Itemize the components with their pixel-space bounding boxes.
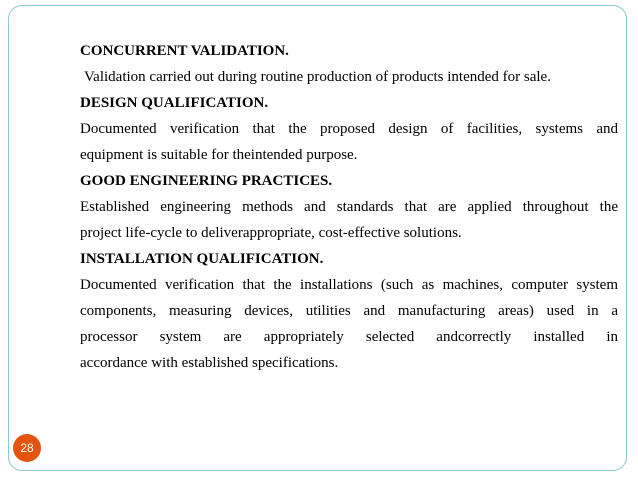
section-text-line: Documented verification that the proposed design of facilities, systems and <box>80 121 618 137</box>
slide-content <box>80 38 618 376</box>
section-text-line: Validation carried out during routine production of products intended for sale. <box>84 69 551 85</box>
page-number-badge: 28 <box>13 434 41 462</box>
section-text-line: Established engineering methods and standards that are applied throughout the <box>80 199 618 215</box>
section-text-line: processor system are appropriately selected andcorrectly installed in <box>80 329 618 345</box>
section-heading-design-qualification: DESIGN QUALIFICATION. <box>80 95 269 111</box>
section-text-line: components, measuring devices, utilities and manufacturing areas) used in a <box>80 303 618 319</box>
section-heading-installation-qualification: INSTALLATION QUALIFICATION. <box>80 251 324 267</box>
section-text-line: accordance with established specifications. <box>80 355 339 371</box>
section-heading-good-engineering-practices: GOOD ENGINEERING PRACTICES. <box>80 173 333 189</box>
section-text-line: equipment is suitable for theintended purpose. <box>80 147 358 163</box>
section-heading-concurrent-validation: CONCURRENT VALIDATION. <box>80 43 289 59</box>
section-text-line: project life-cycle to deliverappropriate, cost-effective solutions. <box>80 225 462 241</box>
section-text-line: Documented verification that the installations (such as machines, computer system <box>80 277 618 293</box>
